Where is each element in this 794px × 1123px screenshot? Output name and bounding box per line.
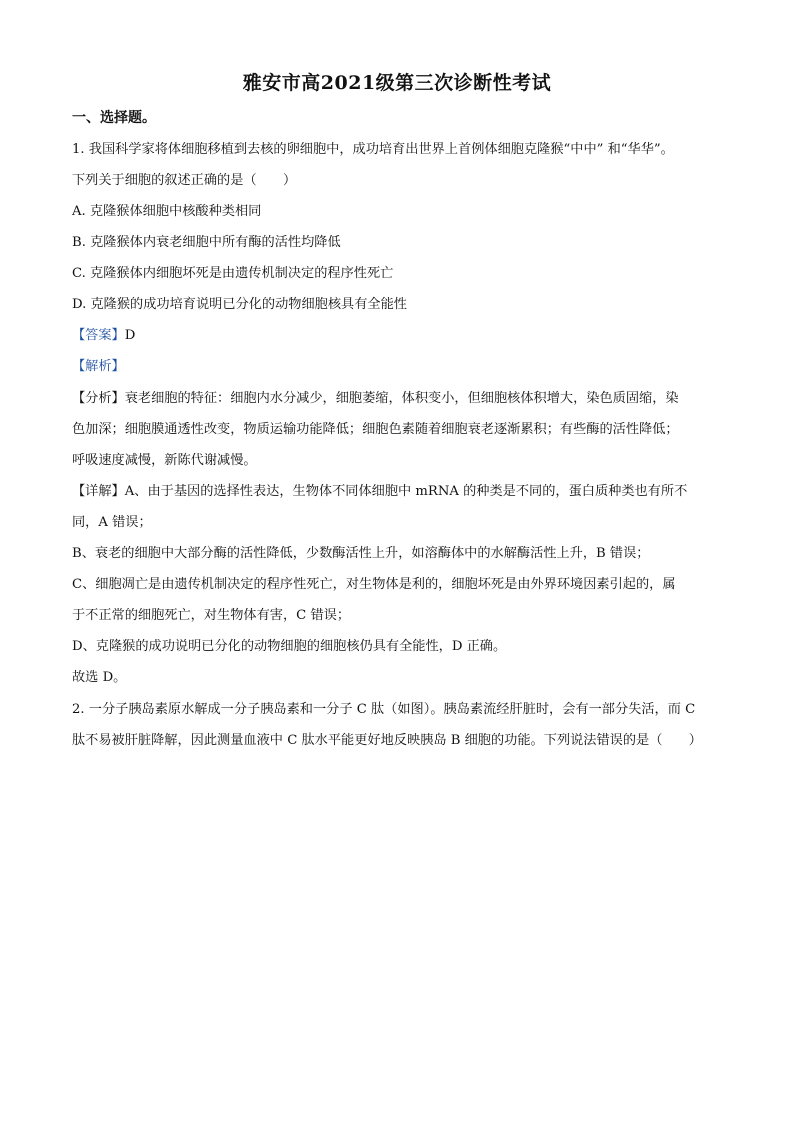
- q1-fenxi-line1: [72, 390, 679, 408]
- q1-option-a: A. 克隆猴体细胞中核酸种类相同: [72, 204, 262, 219]
- analysis-tag: 【解析】: [72, 359, 125, 374]
- q1-stem-line1: 1. 我国科学家将体细胞移植到去核的卵细胞中，成功培育出世界上首例体细胞克隆猴“中中” 和“华华”。: [72, 142, 674, 157]
- q1-xiangjie-line2: 同，A 错误；: [72, 515, 152, 530]
- q1-option-c: C. 克隆猴体内细胞坏死是由遗传机制决定的程序性死亡: [72, 266, 394, 281]
- q1-conclusion: 故选 D。: [72, 670, 127, 685]
- xiangjie-text-1: A、由于基因的选择性表达，生物体不同体细胞中 mRNA 的种类是不同的，蛋白质种类也有所不: [124, 484, 688, 499]
- q1-xiangjie-line5: 于不正常的细胞死亡，对生物体有害，C 错误；: [72, 608, 351, 623]
- q1-stem-line2: 下列关于细胞的叙述正确的是（ ）: [72, 173, 297, 188]
- q1-option-d: D. 克隆猴的成功培育说明已分化的动物细胞核具有全能性: [72, 297, 407, 312]
- q2-stem-line1: 2. 一分子胰岛素原水解成一分子胰岛素和一分子 C 肽（如图）。胰岛素流经肝脏时，会有一部分失活，而 C: [72, 702, 696, 717]
- q1-answer: [72, 327, 135, 345]
- answer-tag: 【答案】: [72, 328, 125, 343]
- q1-analysis-heading: [72, 358, 125, 376]
- fenxi-tag: 【分析】: [72, 391, 125, 406]
- xiangjie-tag: 【详解】: [72, 484, 125, 499]
- q1-xiangjie-line3: B、衰老的细胞中大部分酶的活性降低，少数酶活性上升，如溶酶体中的水解酶活性上升，B 错误；: [72, 546, 650, 561]
- q1-option-b: B. 克隆猴体内衰老细胞中所有酶的活性均降低: [72, 235, 341, 250]
- q1-fenxi-line3: 呼吸速度减慢，新陈代谢减慢。: [72, 453, 257, 468]
- q1-xiangjie-line4: C、细胞凋亡是由遗传机制决定的程序性死亡，对生物体是利的，细胞坏死是由外界环境因素引起的，属: [72, 577, 676, 592]
- answer-value: D: [124, 328, 136, 343]
- q1-xiangjie-line1: [72, 483, 687, 501]
- q1-fenxi-line2: 色加深；细胞膜通透性改变，物质运输功能降低；细胞色素随着细胞衰老逐渐累积；有些酶的活性降低；: [72, 422, 679, 437]
- section-heading: 一、选择题。: [72, 110, 156, 126]
- q1-xiangjie-line6: D、克隆猴的成功说明已分化的动物细胞的细胞核仍具有全能性，D 正确。: [72, 639, 507, 654]
- q2-stem-line2: 肽不易被肝脏降解，因此测量血液中 C 肽水平能更好地反映胰岛 B 细胞的功能。下列说法错误的是（ ）: [72, 733, 702, 748]
- fenxi-text-1: 衰老细胞的特征：细胞内水分减少，细胞萎缩，体积变小，但细胞核体积增大，染色质固缩，染: [124, 391, 679, 406]
- page-title: 雅安市高2021级第三次诊断性考试: [242, 72, 552, 94]
